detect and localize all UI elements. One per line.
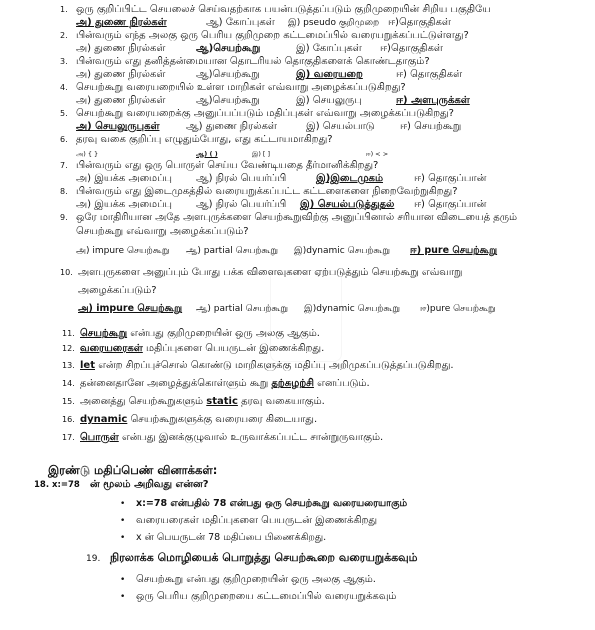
fill-answer: let: [80, 360, 95, 371]
question-number: 8.: [60, 187, 68, 196]
fill-answer: செயற்கூறு: [80, 328, 128, 339]
option-b: ஆ) நிரல் பெயர்ப்பி: [196, 199, 287, 210]
option-c: இ) செயல்படுத்துதல்: [300, 199, 395, 210]
option-b: ஆ) ( ): [196, 150, 218, 158]
option-c: இ) செயலுருபு: [296, 95, 362, 106]
fill-answer: static: [206, 396, 238, 407]
fill-sentence: dynamic செயற்கூறுகளுக்கு வரையரை கிடையாது.: [80, 414, 318, 425]
bullet-icon: •: [120, 499, 126, 509]
fill-sentence: let என்ற சிறப்புச்சொல் கொண்டு மாறிகளுக்கு மதிப்பு அறிமுகப்படுத்தப்படுகிறது.: [80, 360, 454, 371]
fill-sentence: வரையரைகள் மதிப்புகளை பெயருடன் இணைக்கிறது.: [80, 343, 325, 354]
question-stem-cont: அழைக்கப்படும்?: [78, 285, 157, 296]
option-c: இ) [ ]: [252, 150, 271, 158]
question-stem: பின்வரும் எது ஒரு பொருள் செய்ய வேண்டியதை தீர்மானிக்கிறது?: [76, 160, 379, 171]
option-a: அ) இயக்க அமைப்பு: [76, 199, 172, 210]
option-a: அ) impure செயற்கூறு: [78, 303, 183, 314]
option-a: அ) துணை நிரல்கள்: [76, 95, 166, 106]
question-number: 3.: [60, 57, 68, 66]
question-stem: ஒரே மாதிரியான அதே அளபுருக்களை செயற்கூறுவிற்கு அனுப்பினால் சரியான விடையைத் தரும்: [76, 212, 518, 223]
option-d: ஈ) செயற்கூறு: [400, 121, 462, 132]
option-a: அ) துணை நிரல்கள்: [76, 43, 166, 54]
question-number: 12.: [62, 344, 75, 353]
option-c: இ) செயல்பாடு: [306, 121, 375, 132]
option-b: ஆ) துணை நிரல்கள்: [186, 121, 277, 132]
option-d: ஈ)தொகுதிகள்: [380, 43, 443, 54]
option-d: ஈ)pure செயற்கூறு: [420, 304, 496, 314]
question-stem: தரவு வகை குறிப்பு எழுதும்போது, எது கட்டாயமாகிறது?: [76, 134, 333, 145]
question-number: 9.: [60, 213, 68, 222]
option-a: அ) இயக்க அமைப்பு: [76, 173, 172, 184]
question-number: 17.: [62, 433, 75, 442]
question-number: 10.: [60, 268, 73, 277]
option-d: ஈ) pure செயற்கூறு: [410, 245, 498, 256]
option-c: இ) வரையறை: [296, 69, 363, 80]
question-stem: பின்வரும் எது இடைமுகத்தில் வரையறுக்கப்பட்ட கட்டளைகளை நிறைவேற்றுகிறது?: [76, 186, 458, 197]
option-d: ஈ) தொகுப்பான்: [414, 173, 487, 184]
question-number: 1.: [60, 5, 68, 14]
question-number: 14.: [62, 379, 75, 388]
fill-answer: தற்சுழற்சி: [271, 378, 314, 389]
question-stem: பின்வரும் எந்த அலகு ஒரு பெரிய குறிமுறை கட்டமைப்பில் வரையறுக்கப்பட்டுள்ளது?: [76, 30, 469, 41]
question-stem: ஒரு குறிப்பிட்ட செயலைச் செய்வதற்காக பயன்படுத்தப்படும் குறிமுறையின் சிறிய பகுதியே: [76, 4, 491, 15]
bullet-icon: •: [120, 575, 126, 585]
bullet-icon: •: [120, 516, 126, 526]
question-stem: அளபுருகளை அனுப்பும் போது பக்க விளைவுகளை ஏற்படுத்தும் செயற்கூறு எவ்வாறு: [78, 267, 463, 278]
answer-point: x:=78 என்பதில் 78 என்பது ஒரு செயற்கூறு வரையரையாகும்: [136, 498, 408, 509]
question-stem: பின்வரும் எது தனித்தன்மையான தொடரியல் தொகுதிகளைக் கொண்டதாகும்?: [76, 56, 430, 67]
fill-answer: வரையரைகள்: [80, 343, 143, 354]
question-number: 11.: [62, 329, 75, 338]
question-number: 6.: [60, 135, 68, 144]
option-d: ஈ) அளபுருக்கள்: [396, 95, 470, 106]
fill-answer: பொருள்: [80, 432, 119, 443]
section-heading: இரண்டு மதிப்பெண் வினாக்கள்:: [48, 463, 218, 477]
question-stem: நிரலாக்க மொழியைக் பொறுத்து செயற்கூறை வரையறுக்கவும்: [110, 551, 418, 564]
question-number: 4.: [60, 83, 68, 92]
option-c: இ) pseudo குறிமுறை: [288, 18, 380, 28]
fill-sentence: தன்னைதானே அழைத்துக்கொள்ளும் கூறு தற்சுழற்சி எனப்படும்.: [80, 378, 370, 389]
option-b: ஆ)செயற்கூறு: [196, 95, 260, 106]
option-b: ஆ)செயற்கூறு: [196, 69, 260, 80]
question-stem: செயற்கூறு வரையறைக்கு அனுப்பப்படும் மதிப்புகள் எவ்வாறு அழைக்கப்படுகிறது?: [76, 108, 454, 119]
question-number: 16.: [62, 415, 75, 424]
option-a: அ) துணை நிரல்கள்: [76, 69, 166, 80]
answer-point: ஒரு பெரிய குறிமுறையை கட்டமைப்பில் வரையறுக்கவும்: [136, 591, 397, 602]
answer-point: வரையரைகள் மதிப்புகளை பெயருடன் இணைக்கிறது: [136, 515, 378, 526]
answer-point: x ன் பெயருடன் 78 மதிப்பை பிணைக்கிறது.: [136, 532, 327, 543]
option-a: அ) செயலுருபுகள்: [76, 121, 160, 132]
option-d: ஈ) தொகுப்பான்: [414, 199, 487, 210]
option-d: ஈ) தொகுதிகள்: [396, 69, 463, 80]
question-stem: செயற்கூறு வரையறையில் உள்ள மாறிகள் எவ்வாறு அழைக்கப்படுகிறது?: [76, 82, 406, 93]
option-b: ஆ) partial செயற்கூறு: [196, 304, 288, 314]
option-a: அ) impure செயற்கூறு: [76, 246, 170, 256]
option-d: ஈ)தொகுதிகள்: [388, 17, 451, 28]
question-number: 15.: [62, 397, 75, 406]
fill-sentence: செயற்கூறு என்பது குறிமுறையின் ஒரு அலகு ஆகும்.: [80, 328, 320, 339]
option-b: ஆ) கோப்புகள்: [206, 17, 275, 28]
option-c: இ) கோப்புகள்: [296, 43, 362, 54]
bullet-icon: •: [120, 592, 126, 602]
option-d: ஈ) < >: [366, 150, 389, 158]
fill-sentence: அனைத்து செயற்கூறுகளும் static தரவு வகையாகும்.: [80, 396, 325, 407]
question-number: 2.: [60, 31, 68, 40]
answer-point: செயற்கூறு என்பது குறிமுறையின் ஒரு அலகு ஆகும்.: [136, 574, 376, 585]
question-number: 18. x:=78: [34, 480, 80, 490]
option-c: இ)dynamic செயற்கூறு: [304, 304, 400, 314]
question-number: 7.: [60, 161, 68, 170]
fill-answer: dynamic: [80, 414, 128, 425]
question-number: 13.: [62, 361, 75, 370]
option-b: ஆ) partial செயற்கூறு: [186, 246, 278, 256]
option-b: ஆ)செயற்கூறு: [196, 43, 261, 54]
option-a: அ) { }: [76, 150, 99, 158]
question-stem: ன் மூலம் அறிவது என்ன?: [90, 479, 209, 490]
option-c: இ)dynamic செயற்கூறு: [294, 246, 390, 256]
question-number: 19.: [86, 554, 101, 564]
option-c: இ)இடைமுகம்: [316, 173, 383, 184]
question-number: 5.: [60, 109, 68, 118]
option-b: ஆ) நிரல் பெயர்ப்பி: [196, 173, 287, 184]
bullet-icon: •: [120, 533, 126, 543]
question-stem-cont: செயற்கூறு எவ்வாறு அழைக்கப்படும்?: [76, 226, 249, 237]
option-a: அ) துணை நிரல்கள்: [76, 17, 167, 28]
fill-sentence: பொருள் என்பது இனக்குழுவால் உருவாக்கப்பட்ட சான்றுருவாகும்.: [80, 432, 384, 443]
